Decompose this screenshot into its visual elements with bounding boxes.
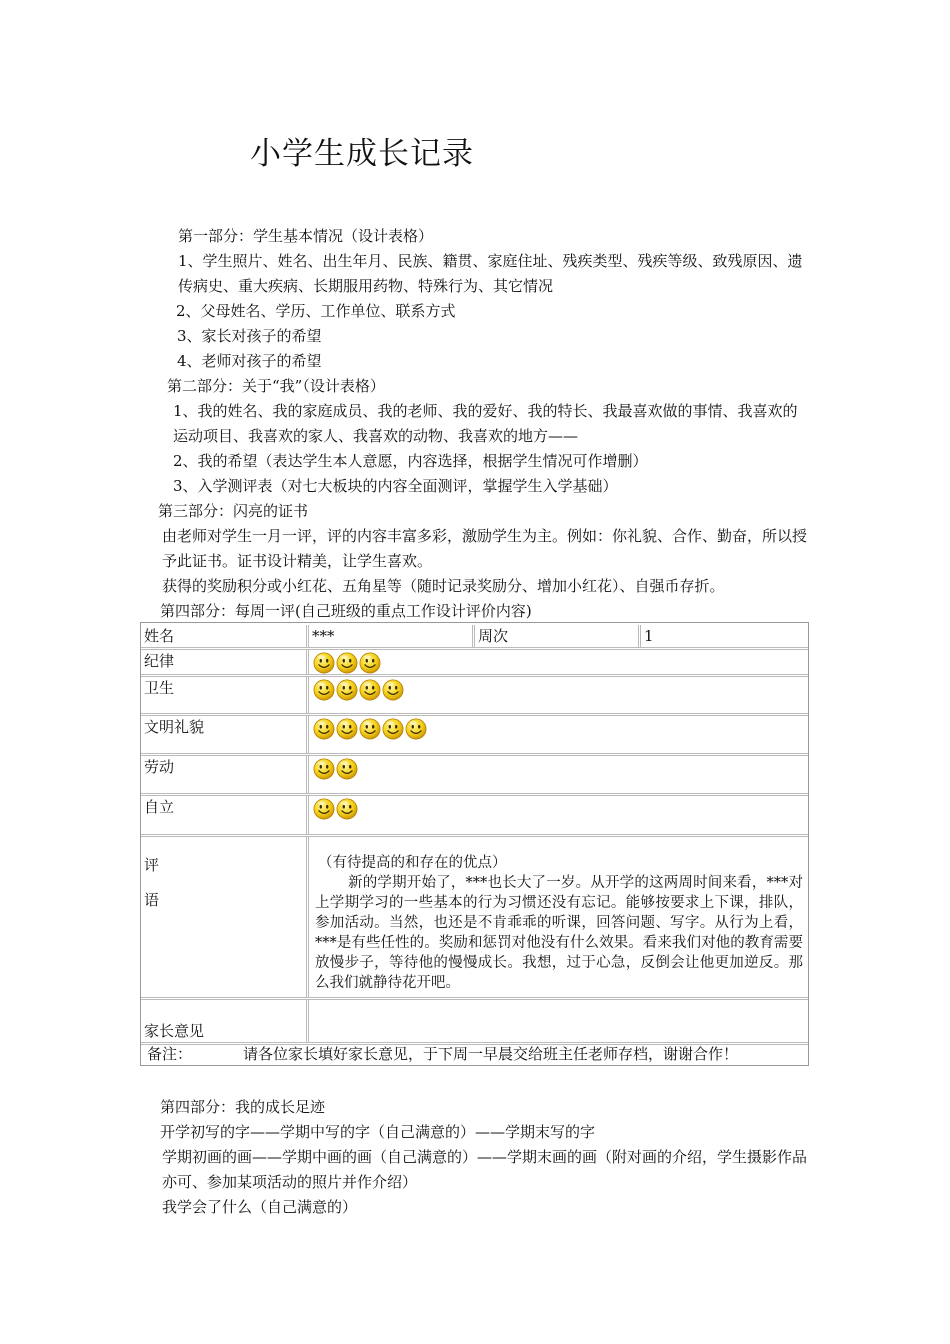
- rating-cell: [309, 756, 806, 793]
- part5-item-1: 开学初写的字——学期中写的字（自己满意的）——学期末写的字: [160, 1123, 596, 1141]
- table-row: [141, 650, 808, 677]
- part1-item-4: 4、老师对孩子的希望: [177, 352, 322, 370]
- rating-cell: [309, 796, 806, 834]
- smiley-icon: [359, 718, 381, 740]
- part1-item-2: 2、父母姓名、学历、工作单位、联系方式: [176, 302, 456, 320]
- smiley-icon: [405, 718, 427, 740]
- part3-heading: 第三部分：闪亮的证书: [158, 502, 309, 520]
- body-text: [143, 224, 811, 624]
- part2-item-1: 1、我的姓名、我的家庭成员、我的老师、我的爱好、我的特长、我最喜欢做的事情、我喜欢的运动项目、我喜欢的家人、我喜欢的动物、我喜欢的地方——: [173, 402, 798, 445]
- part3-item-2: 获得的奖励积分或小红花、五角星等（随时记录奖励分、增加小红花）、自强币存折。: [162, 577, 725, 595]
- rating-cell: [309, 716, 806, 753]
- parent-opinion-label: 家长意见: [144, 1022, 205, 1040]
- week-label-cell: 周次: [475, 625, 641, 647]
- smiley-rating: [312, 756, 806, 780]
- part5-item-3: 我学会了什么（自己满意的）: [162, 1198, 358, 1216]
- smiley-icon: [313, 652, 335, 674]
- part4-heading: 第四部分：每周一评(自己班级的重点工作设计评价内容): [160, 602, 532, 620]
- part2-item-3: 3、入学测评表（对七大板块的内容全面测评，掌握学生入学基础）: [173, 477, 618, 495]
- comment-cell: [309, 837, 806, 997]
- smiley-icon: [359, 679, 381, 701]
- smiley-icon: [359, 652, 381, 674]
- rating-cell: [309, 677, 806, 713]
- table-row: [141, 677, 808, 716]
- part2-heading: 第二部分：关于“我”（设计表格）: [167, 377, 385, 395]
- comment-lead: （有待提高的和存在的优点）: [318, 855, 507, 871]
- weekly-evaluation-table: [140, 622, 809, 1066]
- smiley-icon: [382, 718, 404, 740]
- comment-row: [141, 837, 808, 1000]
- smiley-icon: [336, 679, 358, 701]
- table-note: [141, 1043, 808, 1065]
- part5-heading: 第四部分：我的成长足迹: [160, 1098, 326, 1116]
- smiley-icon: [313, 679, 335, 701]
- note-text: 请各位家长填好家长意见，于下周一早晨交给班主任老师存档，谢谢合作！: [243, 1045, 739, 1063]
- smiley-icon: [336, 798, 358, 820]
- part3-item-1: 由老师对学生一月一评，评的内容丰富多彩，激励学生为主。例如：你礼貌、合作、勤奋，所以授予此证书。证书设计精美，让学生喜欢。: [162, 527, 808, 570]
- part2-item-2: 2、我的希望（表达学生本人意愿，内容选择，根据学生情况可作增删）: [173, 452, 648, 470]
- smiley-icon: [336, 758, 358, 780]
- name-value-cell: ***: [309, 625, 475, 647]
- criterion-label: 劳动: [141, 756, 309, 793]
- part5-item-2: 学期初画的画——学期中画的画（自己满意的）——学期末画的画（附对画的介绍，学生摄影作品亦可、参加某项活动的照片并作介绍）: [162, 1148, 808, 1191]
- smiley-rating: [312, 650, 806, 674]
- part1-item-1: 1、学生照片、姓名、出生年月、民族、籍贯、家庭住址、残疾类型、残疾等级、致残原因、遗传病史、重大疾病、长期服用药物、特殊行为、其它情况: [178, 252, 803, 295]
- name-label-cell: 姓名: [141, 625, 309, 647]
- criterion-label: 自立: [141, 796, 309, 834]
- smiley-rating: [312, 716, 806, 740]
- table-header-row: [141, 625, 808, 650]
- criterion-label: 卫生: [141, 677, 309, 713]
- smiley-icon: [336, 652, 358, 674]
- smiley-icon: [336, 718, 358, 740]
- document-title: 小学生成长记录: [250, 136, 474, 172]
- table-row: [141, 796, 808, 837]
- comment-label-1: 评: [144, 856, 160, 874]
- table-row: [141, 756, 808, 796]
- week-value-cell: 1: [644, 627, 654, 645]
- rating-cell: [309, 650, 806, 674]
- smiley-icon: [313, 798, 335, 820]
- smiley-icon: [313, 718, 335, 740]
- part1-heading: 第一部分：学生基本情况（设计表格）: [178, 227, 434, 245]
- part1-item-3: 3、家长对孩子的希望: [177, 327, 322, 345]
- parent-opinion-field[interactable]: [309, 1000, 806, 1042]
- smiley-rating: [312, 796, 806, 820]
- criterion-label: 文明礼貌: [141, 716, 309, 753]
- comment-label-cell: [141, 837, 309, 997]
- parent-opinion-label-cell: [141, 1000, 309, 1042]
- comment-body: 新的学期开始了，***也长大了一岁。从开学的这两周时间来看，***对上学期学习的一些基本的行为习惯还没有忘记。能够按要求上下课，排队，参加活动。当然，也还是不肯乖乖的听课，回答问题、写字。从行为上看，***是有些任性的。奖励和惩罚对他没有什么效果。看来我们对他的教育需要放慢步子，等待他的慢慢成长。我想，过于心急，反倒会让他更加逆反。那么我们就静待花开吧。: [315, 875, 803, 991]
- comment-label-2: 语: [144, 891, 160, 909]
- table-row: [141, 716, 808, 756]
- note-label: 备注：: [147, 1045, 193, 1063]
- smiley-icon: [313, 758, 335, 780]
- body-text-2: [143, 1095, 811, 1220]
- parent-opinion-row: [141, 1000, 808, 1045]
- smiley-rating: [312, 677, 806, 701]
- criterion-label: 纪律: [141, 650, 309, 674]
- smiley-icon: [382, 679, 404, 701]
